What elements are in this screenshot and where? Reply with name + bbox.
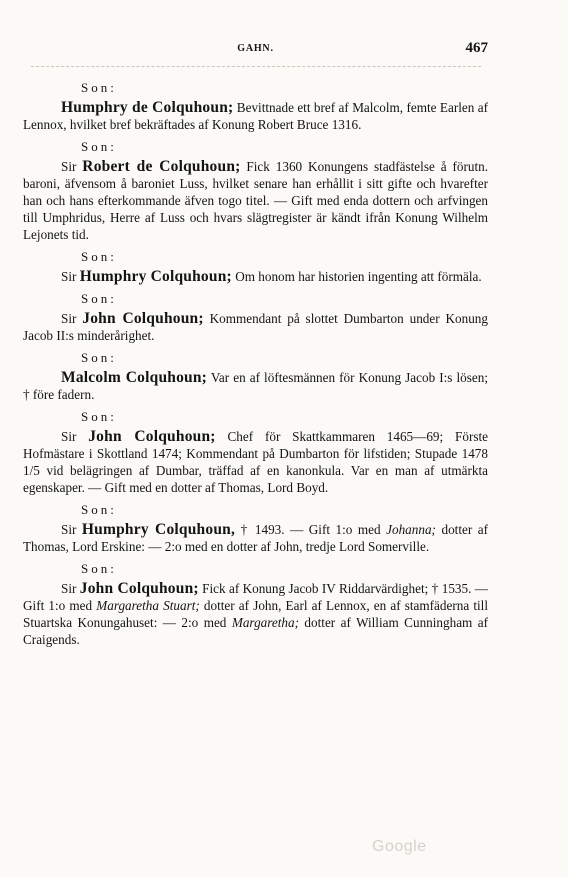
- son-label: Son:: [81, 139, 117, 154]
- entry-body: Fick 1360 Konungens stadfästelse å förutn. baroni, äfvensom å baroniet Luss, hvilket senare han erhållit i sitt gifte och hvarefter han och hans efterkommande äfven togo titel. — Gift med enda dottern och arfvingen till Umphridus, Herre af Luss och hvars slägtregister är kändt ifrån Konung Wilhelm Lejonets tid.: [23, 159, 488, 242]
- entry-text: [23, 369, 488, 403]
- genealogy-entry: [23, 80, 488, 133]
- person-title: Sir: [61, 581, 80, 596]
- entry-text: [23, 580, 488, 648]
- entry-body: dotter af William Cunningham af Craigends.: [23, 615, 488, 647]
- header-rule: [31, 66, 481, 67]
- entry-text: [23, 268, 488, 285]
- person-title: Sir: [61, 159, 83, 174]
- document-page: [23, 40, 488, 648]
- italic-name: Margaretha;: [231, 615, 299, 630]
- person-title: Sir: [61, 522, 82, 537]
- running-head: GAHN.: [237, 43, 274, 54]
- entry-body: dotter af Thomas, Lord Erskine: — 2:o med en dotter af John, tredje Lord Somerville.: [23, 522, 488, 554]
- person-name: Humphry de Colquhoun;: [61, 99, 234, 116]
- person-name: John Colquhoun;: [79, 580, 199, 597]
- person-name: John Colquhoun;: [82, 310, 204, 327]
- person-name: Humphry Colquhoun,: [81, 521, 236, 538]
- genealogy-entry: [23, 249, 488, 285]
- entry-body: Fick af Konung Jacob IV Riddarvärdighet; † 1535. — Gift 1:o med: [23, 581, 488, 613]
- genealogy-entry: [23, 561, 488, 648]
- son-label: Son:: [81, 409, 117, 424]
- entry-text: [23, 310, 488, 344]
- entry-body: dotter af John, Earl af Lennox, en af stamfäderna till Stuartska Konungahuset: — 2:o med: [23, 598, 488, 630]
- son-label: Son:: [81, 249, 117, 264]
- italic-name: Margaretha Stuart;: [96, 598, 200, 613]
- person-title: Sir: [61, 311, 83, 326]
- entry-body: Om honom har historien ingenting att förmäla.: [231, 269, 482, 284]
- genealogy-entry: [23, 502, 488, 555]
- person-name: Robert de Colquhoun;: [82, 158, 241, 175]
- entry-body: † 1493. — Gift 1:o med: [235, 522, 387, 537]
- son-label: Son:: [81, 80, 117, 95]
- son-label: Son:: [81, 561, 117, 576]
- entry-text: [23, 428, 488, 496]
- entry-body: Var en af löftesmännen för Konung Jacob I:s lösen; † före fadern.: [23, 370, 488, 402]
- italic-name: Johanna;: [386, 522, 436, 537]
- entry-body: Bevittnade ett bref af Malcolm, femte Earlen af Lennox, hvilket bref bekräftades af Konung Robert Bruce 1316.: [23, 100, 488, 132]
- genealogy-entry: [23, 350, 488, 403]
- son-label: Son:: [81, 291, 117, 306]
- person-name: Humphry Colquhoun;: [79, 268, 232, 285]
- entry-body: Kommendant på slottet Dumbarton under Konung Jacob II:s minderårighet.: [23, 311, 488, 343]
- page-header: [23, 40, 488, 62]
- person-name: John Colquhoun;: [88, 428, 216, 445]
- genealogy-entry: [23, 409, 488, 496]
- entry-text: [23, 99, 488, 133]
- genealogy-entry: [23, 139, 488, 243]
- entry-body: Chef för Skattkammaren 1465—69; Förste Hofmästare i Skottland 1474; Kommendant på Dumbarton för lifstiden; Stupade 1478 1/5 vid belägringen af Dumbar, träffad af en kanonkula. Var en man af utmärkta egenskaper. — Gift med en dotter af Thomas, Lord Boyd.: [23, 429, 488, 495]
- son-label: Son:: [81, 502, 117, 517]
- entry-text: [23, 158, 488, 243]
- son-label: Son:: [81, 350, 117, 365]
- entry-text: [23, 521, 488, 555]
- page-number: 467: [465, 40, 488, 56]
- person-title: Sir: [61, 269, 80, 284]
- person-title: Sir: [61, 429, 89, 444]
- person-name: Malcolm Colquhoun;: [61, 369, 208, 386]
- watermark: Google: [372, 838, 427, 855]
- genealogy-entry: [23, 291, 488, 344]
